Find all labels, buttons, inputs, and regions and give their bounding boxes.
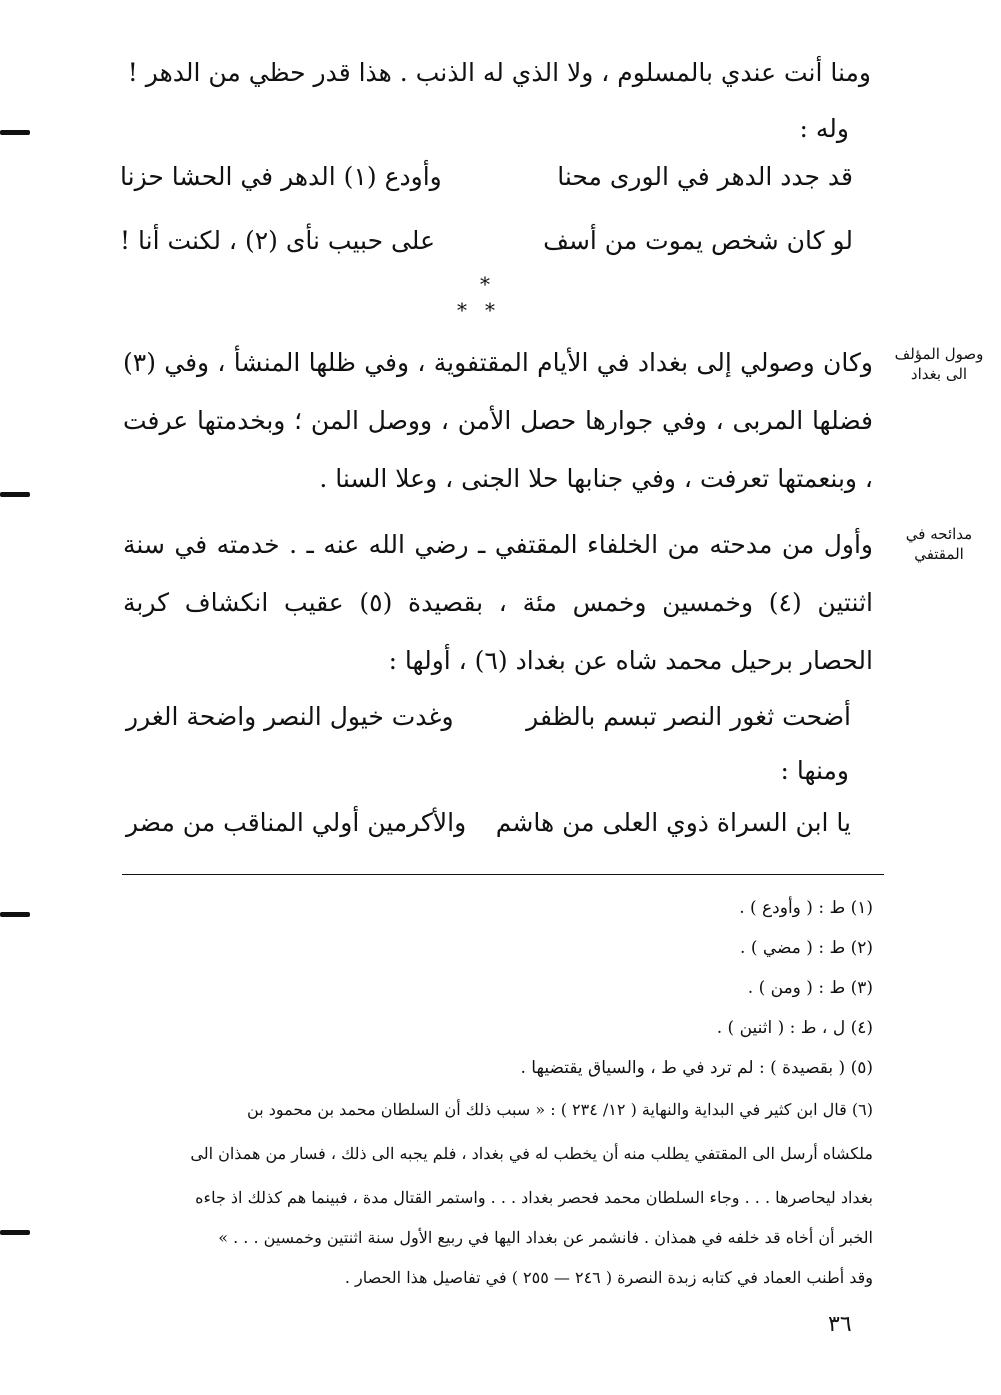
binding-mark xyxy=(0,1230,30,1235)
poem1-verse1-second-hemistich: وأودع (١) الدهر في الحشا حزنا xyxy=(120,162,442,191)
poem2-verse1-second-hemistich: وغدت خيول النصر واضحة الغرر xyxy=(126,702,454,731)
margin-note-praises-muqtafi: مدائحه في المقتفي xyxy=(905,525,973,563)
footnote-6-line-1: (٦) قال ابن كثير في البداية والنهاية ( ١٢/ ٢٣٤ ) : « سبب ذلك أن السلطان محمد بن محمود بن xyxy=(247,1100,873,1119)
page-number: ٣٦ xyxy=(828,1312,852,1337)
margin-note-arrival-baghdad: وصول المؤلف الى بغداد xyxy=(894,345,984,383)
footnote-6-line-4: الخبر أن أخاه قد خلفه في همذان . فانشمر عن بغداد اليها في ربيع الأول سنة اثنتين وخمسين . . . » xyxy=(218,1228,873,1247)
footnote-6-line-2: ملكشاه أرسل الى المقتفي يطلب منه أن يخطب له في بغداد ، فلم يجبه الى ذلك ، فسار من همذان الى xyxy=(190,1144,873,1163)
top-verse-line: ومنا أنت عندي بالمسلوم ، ولا الذي له الذنب . هذا قدر حظي من الدهر ! xyxy=(127,58,871,87)
poem2-verse2-first-hemistich: يا ابن السراة ذوي العلى من هاشم xyxy=(495,808,851,837)
binding-mark xyxy=(0,912,30,917)
poem2-intro: ومنها : xyxy=(780,756,849,785)
section-separator xyxy=(455,274,515,324)
paragraph-first-praise: وأول من مدحته من الخلفاء المقتفي ـ رضي الله عنه ـ . خدمته في سنة اثنتين (٤) وخمسين وخمس مئة ، بقصيدة (٥) عقيب انكشاف كربة الحصار برحيل محمد شاه عن بغداد (٦) ، أولها : xyxy=(123,530,873,675)
poem1-intro: وله : xyxy=(799,114,849,143)
poem2-verse2-second-hemistich: والأكرمين أولي المناقب من مضر xyxy=(126,808,467,837)
footnote-6-line-5: وقد أطنب العماد في كتابه زبدة النصرة ( ٢٤٦ — ٢٥٥ ) في تفاصيل هذا الحصار . xyxy=(344,1268,873,1287)
poem1-verse2-first-hemistich: لو كان شخص يموت من أسف xyxy=(543,226,853,255)
footnote-3: (٣) ط : ( ومن ) . xyxy=(747,978,873,998)
poem2-verse1-first-hemistich: أضحت ثغور النصر تبسم بالظفر xyxy=(526,702,851,731)
poem1-verse2-second-hemistich: على حبيب نأى (٢) ، لكنت أنا ! xyxy=(120,226,435,255)
binding-mark xyxy=(0,130,30,135)
separator-star: * xyxy=(480,272,490,296)
footnote-5: (٥) ( بقصيدة ) : لم ترد في ط ، والسياق يقتضيها . xyxy=(520,1058,873,1078)
footnote-1: (١) ط : ( وأودع ) . xyxy=(739,898,873,918)
footnote-6-line-3: بغداد ليحاصرها . . . وجاء السلطان محمد فحصر بغداد . . . واستمر القتال مدة ، فبينما هم كذلك اذ جاءه xyxy=(195,1188,873,1207)
footnote-4: (٤) ل ، ط : ( اثنين ) . xyxy=(716,1018,873,1038)
poem1-verse1-first-hemistich: قد جدد الدهر في الورى محنا xyxy=(557,162,853,191)
binding-mark xyxy=(0,492,30,497)
footnote-divider xyxy=(122,874,884,875)
footnote-2: (٢) ط : ( مضي ) . xyxy=(740,938,873,958)
paragraph-arrival: وكان وصولي إلى بغداد في الأيام المقتفوية ، وفي ظلها المنشأ ، وفي (٣) فضلها المربى ، وفي جوارها حصل الأمن ، ووصل المن ؛ وبخدمتها عرفت ، وبنعمتها تعرفت ، وفي جنابها حلا الجنى ، وعلا السنا . xyxy=(123,348,873,493)
separator-star-pair: ** xyxy=(457,298,513,322)
